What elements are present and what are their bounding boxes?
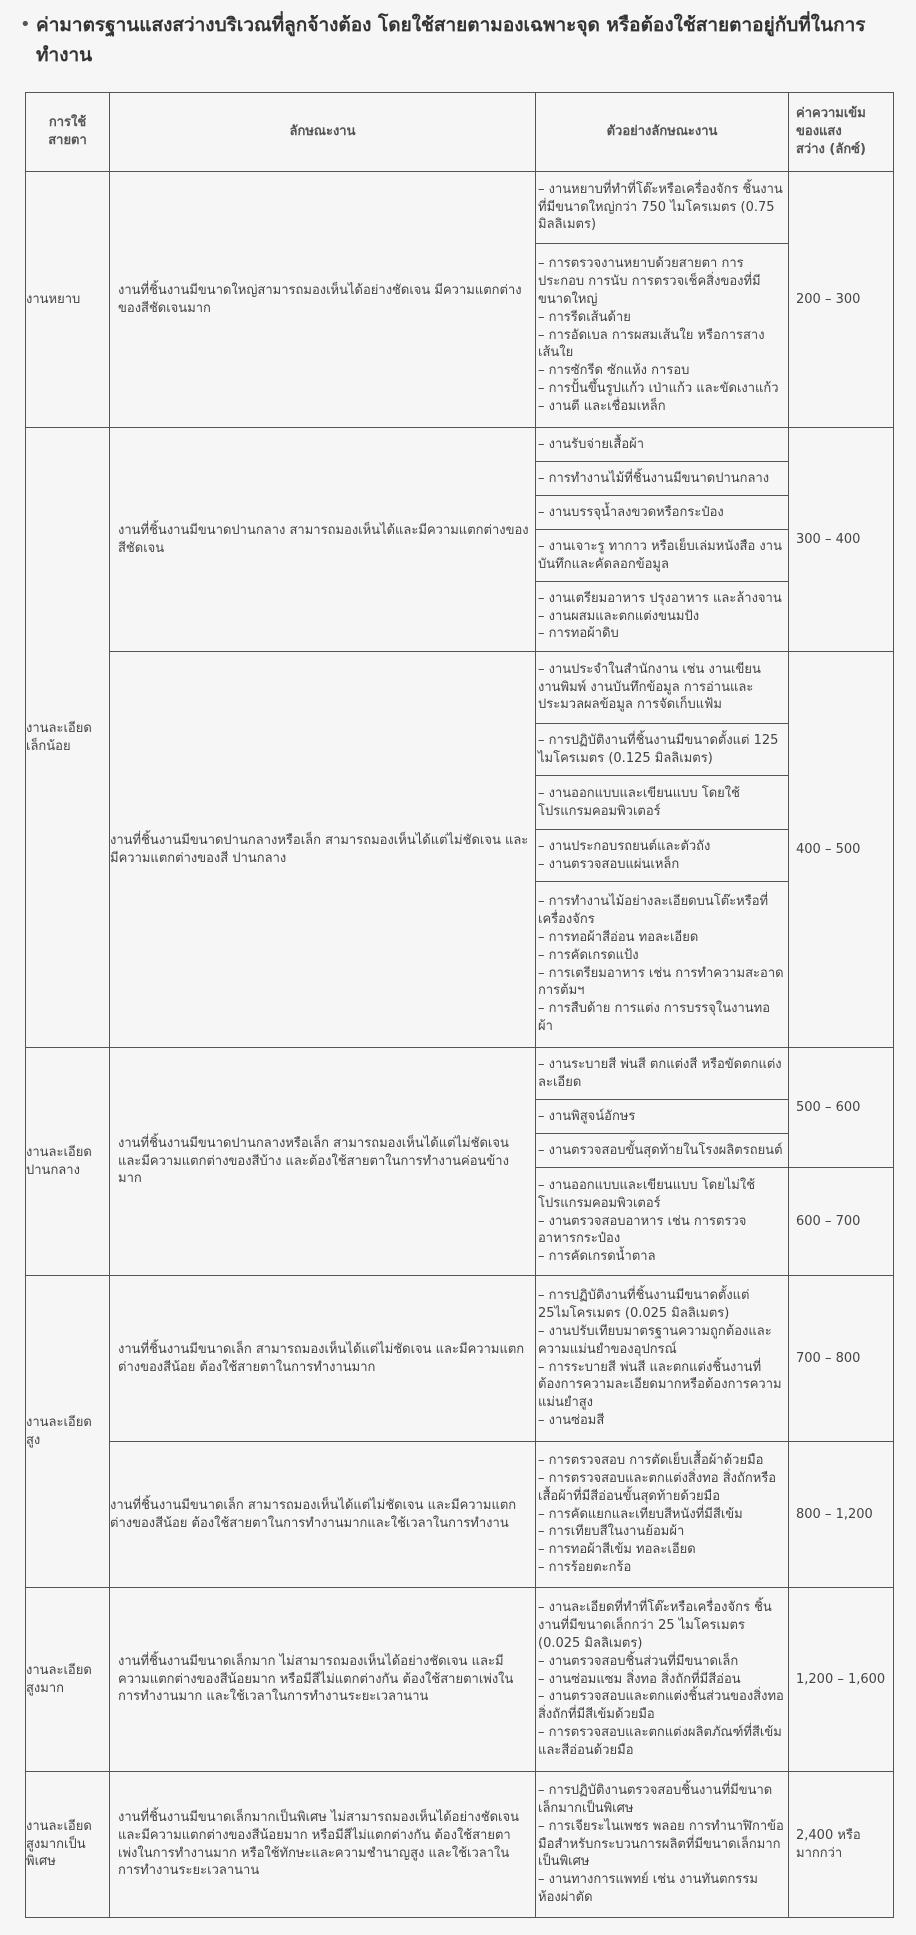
characteristic-cell: งานที่ชิ้นงานมีขนาดปานกลางหรือเล็ก สามารถมองเห็นได้แต่ไม่ชัดเจน และมีความแตกต่างของสี ปานกลาง bbox=[110, 652, 536, 1048]
example-cell: – การปฏิบัติงานที่ชิ้นงานมีขนาดตั้งแต่ 25ไมโครเมตร (0.025 มิลลิเมตร) – งานปรับเทียบมาตรฐานความถูกต้องและความแม่นยำของอุปกรณ์ – การระบายสี พ่นสี และตกแต่งชิ้นงานที่ต้องการความละเอียดมากหรือต้องการความแม่นยำสูง – งานซ่อมสี bbox=[536, 1276, 789, 1442]
lux-cell: 700 – 800 bbox=[789, 1276, 894, 1442]
example-cell: – งานหยาบที่ทำที่โต๊ะหรือเครื่องจักร ชิ้นงานที่มีขนาดใหญ่กว่า 750 ไมโครเมตร (0.75 มิลลิเมตร) bbox=[536, 172, 789, 244]
section-heading bbox=[20, 10, 894, 70]
example-cell: – งานเตรียมอาหาร ปรุงอาหาร และล้างจาน – งานผสมและตกแต่งขนมปัง – การทอผ้าดิบ bbox=[536, 582, 789, 652]
characteristic-cell: งานที่ชิ้นงานมีขนาดปานกลาง สามารถมองเห็นได้และมีความแตกต่างของสีชัดเจน bbox=[110, 428, 536, 652]
example-cell: – การทำงานไม้ที่ชิ้นงานมีขนาดปานกลาง bbox=[536, 462, 789, 496]
lux-cell: 600 – 700 bbox=[789, 1168, 894, 1276]
characteristic-cell: งานที่ชิ้นงานมีขนาดเล็ก สามารถมองเห็นได้แต่ไม่ชัดเจน และมีความแตกต่างของสีน้อย ต้องใช้สายตาในการทำงานมากและใช้เวลาในการทำงาน bbox=[110, 1442, 536, 1588]
lux-cell: 800 – 1,200 bbox=[789, 1442, 894, 1588]
usage-cell: งานละเอียด สูงมากเป็น พิเศษ bbox=[26, 1772, 110, 1918]
example-cell: – การปฏิบัติงานตรวจสอบชิ้นงานที่มีขนาดเล็กมากเป็นพิเศษ – การเจียระไนเพชร พลอย การทำนาฬิกาข้อมือสำหรับกระบวนการผลิตที่มีขนาดเล็กมากเป็นพิเศษ – งานทางการแพทย์ เช่น งานทันตกรรม ห้องผ่าตัด bbox=[536, 1772, 789, 1918]
heading-text: ค่ามาตรฐานแสงสว่างบริเวณที่ลูกจ้างต้อง โดยใช้สายตามองเฉพาะจุด หรือต้องใช้สายตาอยู่กับที่ในการทำงาน bbox=[36, 14, 866, 66]
example-cell: – งานออกแบบและเขียนแบบ โดยไม่ใช้โปรแกรมคอมพิวเตอร์ – งานตรวจสอบอาหาร เช่น การตรวจอาหารกระป๋อง – การคัดเกรดน้ำตาล bbox=[536, 1168, 789, 1276]
table-row bbox=[26, 1588, 894, 1772]
usage-cell: งานละเอียด สูงมาก bbox=[26, 1588, 110, 1772]
lux-cell: 300 – 400 bbox=[789, 428, 894, 652]
lux-cell: 400 – 500 bbox=[789, 652, 894, 1048]
characteristic-cell: งานที่ชิ้นงานมีขนาดปานกลางหรือเล็ก สามารถมองเห็นได้แต่ไม่ชัดเจน และมีความแตกต่างของสีบ้าง และต้องใช้สายตาในการทำงานค่อนข้างมาก bbox=[110, 1048, 536, 1276]
example-cell: – งานประจำในสำนักงาน เช่น งานเขียน งานพิมพ์ งานบันทึกข้อมูล การอ่านและประมวลผลข้อมูล การจัดเก็บแฟ้ม bbox=[536, 652, 789, 724]
example-cell: – งานบรรจุน้ำลงขวดหรือกระป๋อง bbox=[536, 496, 789, 530]
example-cell: – การทำงานไม้อย่างละเอียดบนโต๊ะหรือที่เครื่องจักร – การทอผ้าสีอ่อน ทอละเอียด – การคัดเกรดแป้ง – การเตรียมอาหาร เช่น การทำความสะอาด การต้มฯ – การสืบด้าย การแต่ง การบรรจุในงานทอผ้า bbox=[536, 882, 789, 1048]
header-lux: ค่าความเข้ม ของแสง สว่าง (ลักซ์) bbox=[789, 93, 894, 172]
example-cell: – งานเจาะรู ทากาว หรือเย็บเล่มหนังสือ งานบันทึกและคัดลอกข้อมูล bbox=[536, 530, 789, 582]
lux-cell: 500 – 600 bbox=[789, 1048, 894, 1168]
table-row bbox=[26, 652, 894, 724]
example-cell: – งานพิสูจน์อักษร bbox=[536, 1100, 789, 1134]
characteristic-cell: งานที่ชิ้นงานมีขนาดเล็กมาก ไม่สามารถมองเห็นได้อย่างชัดเจน และมีความแตกต่างของสีน้อยมาก หรือมีสีไม่แตกต่างกัน ต้องใช้สายตาเพ่งในการทำงานมาก และใช้เวลาในการทำงานระยะเวลานาน bbox=[110, 1588, 536, 1772]
usage-cell: งานหยาบ bbox=[26, 172, 110, 428]
example-cell: – งานละเอียดที่ทำที่โต๊ะหรือเครื่องจักร ชิ้นงานที่มีขนาดเล็กกว่า 25 ไมโครเมตร (0.025 มิลลิเมตร) – งานตรวจสอบชิ้นส่วนที่มีขนาดเล็ก – งานซ่อมแซม สิ่งทอ สิ่งถักที่มีสีอ่อน – งานตรวจสอบและตกแต่งชิ้นส่วนของสิ่งทอ สิ่งถักที่มีสีเข้มด้วยมือ – การตรวจสอบและตกแต่งผลิตภัณฑ์ที่สีเข้มและสีอ่อนด้วยมือ bbox=[536, 1588, 789, 1772]
header-usage: การใช้ สายตา bbox=[26, 93, 110, 172]
example-cell: – การตรวจงานหยาบด้วยสายตา การประกอบ การนับ การตรวจเช็คสิ่งของที่มีขนาดใหญ่ – การรีดเส้นด้าย – การอัดเบล การผสมเส้นใย หรือการสางเส้นใย – การซักรีด ซักแห้ง การอบ – การปั้นขึ้นรูปแก้ว เป่าแก้ว และขัดเงาแก้ว – งานตี และเชื่อมเหล็ก bbox=[536, 244, 789, 428]
table-row bbox=[26, 1442, 894, 1588]
bullet-icon: • bbox=[20, 14, 31, 35]
lux-cell: 200 – 300 bbox=[789, 172, 894, 428]
table-header-row bbox=[26, 93, 894, 172]
header-characteristic: ลักษณะงาน bbox=[110, 93, 536, 172]
characteristic-cell: งานที่ชิ้นงานมีขนาดใหญ่สามารถมองเห็นได้อย่างชัดเจน มีความแตกต่างของสีชัดเจนมาก bbox=[110, 172, 536, 428]
example-cell: – งานตรวจสอบขั้นสุดท้ายในโรงผลิตรถยนต์ bbox=[536, 1134, 789, 1168]
usage-cell: งานละเอียด สูง bbox=[26, 1276, 110, 1588]
lux-cell: 1,200 – 1,600 bbox=[789, 1588, 894, 1772]
example-cell: – การปฏิบัติงานที่ชิ้นงานมีขนาดตั้งแต่ 125 ไมโครเมตร (0.125 มิลลิเมตร) bbox=[536, 724, 789, 776]
characteristic-cell: งานที่ชิ้นงานมีขนาดเล็ก สามารถมองเห็นได้แต่ไม่ชัดเจน และมีความแตกต่างของสีน้อย ต้องใช้สายตาในการทำงานมาก bbox=[110, 1276, 536, 1442]
table-row bbox=[26, 1772, 894, 1918]
characteristic-cell: งานที่ชิ้นงานมีขนาดเล็กมากเป็นพิเศษ ไม่สามารถมองเห็นได้อย่างชัดเจน และมีความแตกต่างของสีน้อยมาก หรือมีสีไม่แตกต่างกัน ต้องใช้สายตาเพ่งในการทำงานมาก หรือใช้ทักษะและความชำนาญสูง และใช้เวลาในการทำงานระยะเวลานาน bbox=[110, 1772, 536, 1918]
lighting-standards-table bbox=[25, 92, 894, 1918]
example-cell: – งานประกอบรถยนต์และตัวถัง – งานตรวจสอบแผ่นเหล็ก bbox=[536, 830, 789, 882]
usage-cell: งานละเอียด เล็กน้อย bbox=[26, 428, 110, 1048]
table-row bbox=[26, 1048, 894, 1100]
example-cell: – งานรับจ่ายเสื้อผ้า bbox=[536, 428, 789, 462]
example-cell: – งานออกแบบและเขียนแบบ โดยใช้โปรแกรมคอมพิวเตอร์ bbox=[536, 776, 789, 830]
lux-cell: 2,400 หรือ มากกว่า bbox=[789, 1772, 894, 1918]
example-cell: – งานระบายสี พ่นสี ตกแต่งสี หรือขัดตกแต่งละเอียด bbox=[536, 1048, 789, 1100]
example-cell: – การตรวจสอบ การตัดเย็บเสื้อผ้าด้วยมือ – การตรวจสอบและตกแต่งสิ่งทอ สิ่งถักหรือเสื้อผ้าที่มีสีอ่อนขั้นสุดท้ายด้วยมือ – การคัดแยกและเทียบสีหนังที่มีสีเข้ม – การเทียบสีในงานย้อมผ้า – การทอผ้าสีเข้ม ทอละเอียด – การร้อยตะกร้อ bbox=[536, 1442, 789, 1588]
table-row bbox=[26, 1276, 894, 1442]
table-row bbox=[26, 172, 894, 244]
header-example: ตัวอย่างลักษณะงาน bbox=[536, 93, 789, 172]
usage-cell: งานละเอียด ปานกลาง bbox=[26, 1048, 110, 1276]
table-row bbox=[26, 428, 894, 462]
